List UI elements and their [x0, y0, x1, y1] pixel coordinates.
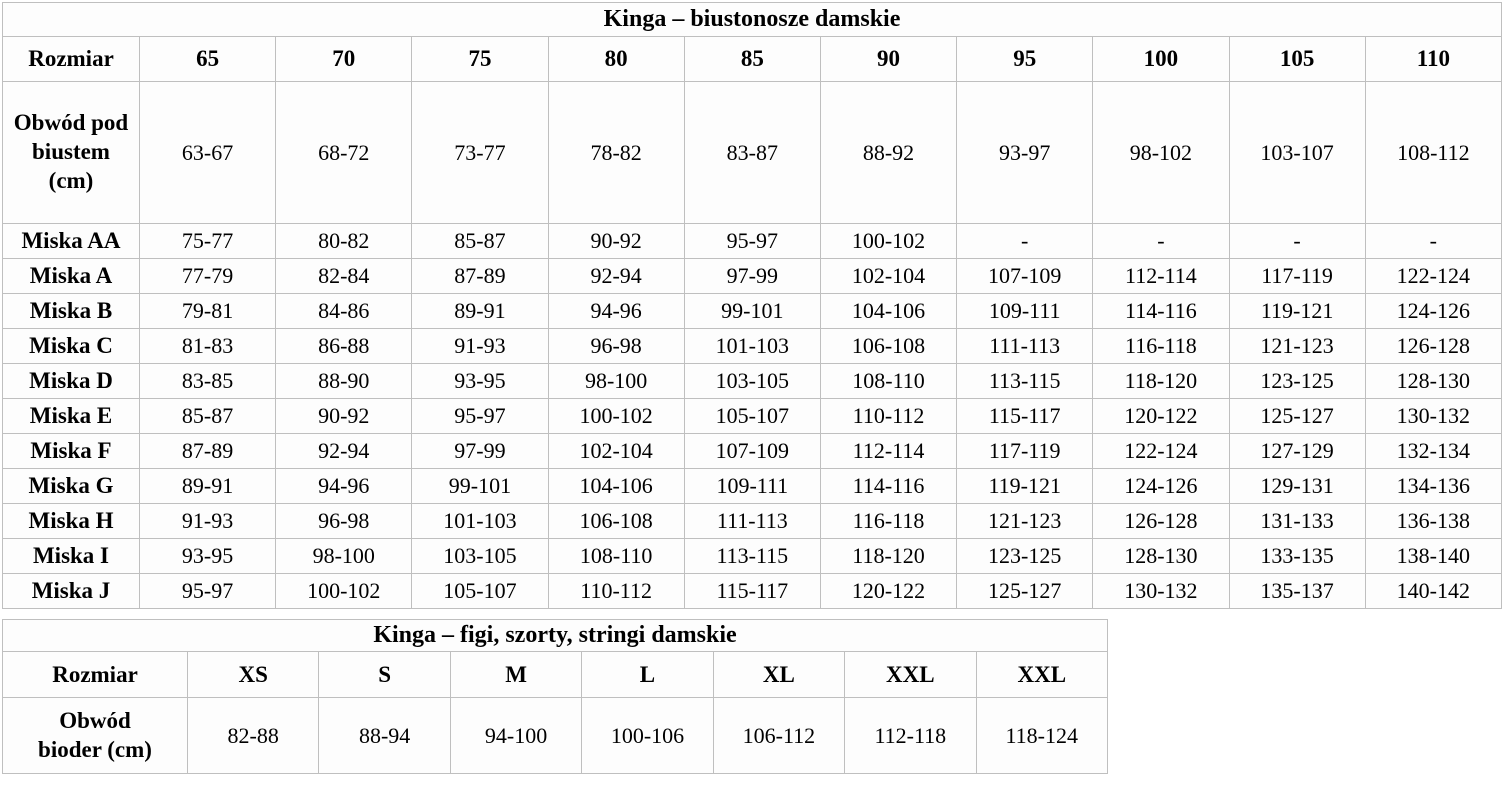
- size-cell: 119-121: [1229, 294, 1365, 329]
- size-cell: 108-110: [548, 539, 684, 574]
- size-cell: 136-138: [1365, 504, 1501, 539]
- size-cell: 97-99: [412, 434, 548, 469]
- row-label: Miska E: [3, 399, 140, 434]
- table-row: [3, 399, 1502, 434]
- size-cell: 102-104: [820, 259, 956, 294]
- size-cell: 115-117: [684, 574, 820, 609]
- size-cell: 121-123: [1229, 329, 1365, 364]
- size-cell: 107-109: [684, 434, 820, 469]
- size-cell: -: [1093, 224, 1229, 259]
- bras-table-body: [3, 82, 1502, 609]
- size-cell: 130-132: [1365, 399, 1501, 434]
- table-row: [3, 82, 1502, 224]
- size-cell: 123-125: [1229, 364, 1365, 399]
- row-label: Miska D: [3, 364, 140, 399]
- size-cell: 94-96: [276, 469, 412, 504]
- column-header: L: [582, 652, 713, 698]
- size-cell: 108-110: [820, 364, 956, 399]
- row-label: Miska C: [3, 329, 140, 364]
- size-cell: 114-116: [1093, 294, 1229, 329]
- size-cell: -: [1365, 224, 1501, 259]
- size-cell: 93-95: [140, 539, 276, 574]
- size-cell: 124-126: [1365, 294, 1501, 329]
- row-label: Miska I: [3, 539, 140, 574]
- column-header: XXL: [845, 652, 976, 698]
- size-cell: 94-96: [548, 294, 684, 329]
- size-cell: 87-89: [412, 259, 548, 294]
- table-row: [3, 504, 1502, 539]
- size-cell: 82-88: [188, 698, 319, 774]
- table-row: [3, 434, 1502, 469]
- size-cell: -: [957, 224, 1093, 259]
- size-cell: 116-118: [1093, 329, 1229, 364]
- size-cell: 100-102: [548, 399, 684, 434]
- size-cell: -: [1229, 224, 1365, 259]
- row-label: Miska J: [3, 574, 140, 609]
- size-cell: 100-106: [582, 698, 713, 774]
- size-cell: 125-127: [1229, 399, 1365, 434]
- panties-table-title: Kinga – figi, szorty, stringi damskie: [3, 620, 1108, 652]
- size-cell: 113-115: [957, 364, 1093, 399]
- column-header: XL: [713, 652, 844, 698]
- table-row: [3, 469, 1502, 504]
- size-cell: 98-100: [276, 539, 412, 574]
- size-cell: 135-137: [1229, 574, 1365, 609]
- column-header: 85: [684, 37, 820, 82]
- size-cell: 104-106: [820, 294, 956, 329]
- column-header: 80: [548, 37, 684, 82]
- size-cell: 91-93: [140, 504, 276, 539]
- size-cell: 128-130: [1365, 364, 1501, 399]
- size-cell: 109-111: [957, 294, 1093, 329]
- size-cell: 113-115: [684, 539, 820, 574]
- size-cell: 138-140: [1365, 539, 1501, 574]
- size-cell: 68-72: [276, 82, 412, 224]
- size-cell: 124-126: [1093, 469, 1229, 504]
- size-cell: 103-105: [412, 539, 548, 574]
- column-header: S: [319, 652, 450, 698]
- size-cell: 122-124: [1365, 259, 1501, 294]
- size-cell: 99-101: [684, 294, 820, 329]
- column-header: XS: [188, 652, 319, 698]
- size-cell: 107-109: [957, 259, 1093, 294]
- size-cell: 112-118: [845, 698, 976, 774]
- table-row: [3, 539, 1502, 574]
- size-cell: 93-95: [412, 364, 548, 399]
- size-cell: 95-97: [140, 574, 276, 609]
- size-cell: 95-97: [684, 224, 820, 259]
- size-cell: 121-123: [957, 504, 1093, 539]
- column-header: Rozmiar: [3, 652, 188, 698]
- table-row: [3, 329, 1502, 364]
- column-header: XXL: [976, 652, 1107, 698]
- size-cell: 115-117: [957, 399, 1093, 434]
- size-cell: 118-120: [1093, 364, 1229, 399]
- size-cell: 109-111: [684, 469, 820, 504]
- row-label: Miska F: [3, 434, 140, 469]
- size-cell: 87-89: [140, 434, 276, 469]
- size-cell: 105-107: [412, 574, 548, 609]
- column-header: M: [450, 652, 581, 698]
- size-cell: 130-132: [1093, 574, 1229, 609]
- size-cell: 97-99: [684, 259, 820, 294]
- size-cell: 100-102: [276, 574, 412, 609]
- table-row: [3, 364, 1502, 399]
- panties-size-table: [2, 619, 1108, 774]
- size-cell: 83-85: [140, 364, 276, 399]
- size-cell: 83-87: [684, 82, 820, 224]
- row-label: Miska H: [3, 504, 140, 539]
- panties-table-body: [3, 698, 1108, 774]
- size-cell: 114-116: [820, 469, 956, 504]
- size-cell: 116-118: [820, 504, 956, 539]
- column-header: 90: [820, 37, 956, 82]
- row-label: Obwód bioder (cm): [3, 698, 188, 774]
- size-cell: 131-133: [1229, 504, 1365, 539]
- table-row: [3, 224, 1502, 259]
- table-row: [3, 259, 1502, 294]
- size-cell: 85-87: [140, 399, 276, 434]
- size-cell: 85-87: [412, 224, 548, 259]
- size-cell: 86-88: [276, 329, 412, 364]
- size-cell: 103-107: [1229, 82, 1365, 224]
- column-header: 105: [1229, 37, 1365, 82]
- size-cell: 106-108: [548, 504, 684, 539]
- size-cell: 128-130: [1093, 539, 1229, 574]
- size-cell: 119-121: [957, 469, 1093, 504]
- size-cell: 98-100: [548, 364, 684, 399]
- size-cell: 95-97: [412, 399, 548, 434]
- size-cell: 117-119: [957, 434, 1093, 469]
- size-cell: 110-112: [548, 574, 684, 609]
- size-cell: 99-101: [412, 469, 548, 504]
- size-cell: 101-103: [684, 329, 820, 364]
- column-header: 65: [140, 37, 276, 82]
- size-cell: 100-102: [820, 224, 956, 259]
- size-cell: 88-94: [319, 698, 450, 774]
- size-cell: 108-112: [1365, 82, 1501, 224]
- size-cell: 111-113: [957, 329, 1093, 364]
- row-label: Miska A: [3, 259, 140, 294]
- size-cell: 89-91: [412, 294, 548, 329]
- size-cell: 73-77: [412, 82, 548, 224]
- size-cell: 94-100: [450, 698, 581, 774]
- size-cell: 96-98: [548, 329, 684, 364]
- column-header: 75: [412, 37, 548, 82]
- size-cell: 92-94: [276, 434, 412, 469]
- size-cell: 120-122: [820, 574, 956, 609]
- column-header: 110: [1365, 37, 1501, 82]
- size-cell: 78-82: [548, 82, 684, 224]
- column-header: Rozmiar: [3, 37, 140, 82]
- table-row: [3, 698, 1108, 774]
- size-cell: 90-92: [276, 399, 412, 434]
- size-cell: 75-77: [140, 224, 276, 259]
- size-cell: 118-120: [820, 539, 956, 574]
- size-cell: 126-128: [1365, 329, 1501, 364]
- size-cell: 140-142: [1365, 574, 1501, 609]
- size-cell: 118-124: [976, 698, 1107, 774]
- column-header: 70: [276, 37, 412, 82]
- table-row: [3, 294, 1502, 329]
- size-cell: 89-91: [140, 469, 276, 504]
- size-cell: 111-113: [684, 504, 820, 539]
- size-cell: 90-92: [548, 224, 684, 259]
- size-cell: 77-79: [140, 259, 276, 294]
- table-row: [3, 574, 1502, 609]
- size-cell: 96-98: [276, 504, 412, 539]
- size-cell: 98-102: [1093, 82, 1229, 224]
- size-cell: 79-81: [140, 294, 276, 329]
- size-cell: 84-86: [276, 294, 412, 329]
- bras-header-row: [3, 37, 1502, 82]
- size-cell: 102-104: [548, 434, 684, 469]
- size-cell: 112-114: [820, 434, 956, 469]
- bras-table-title: Kinga – biustonosze damskie: [3, 3, 1502, 37]
- size-cell: 117-119: [1229, 259, 1365, 294]
- panties-title-row: [3, 620, 1108, 652]
- column-header: 95: [957, 37, 1093, 82]
- size-cell: 81-83: [140, 329, 276, 364]
- bras-title-row: [3, 3, 1502, 37]
- size-cell: 105-107: [684, 399, 820, 434]
- size-cell: 106-108: [820, 329, 956, 364]
- size-cell: 88-90: [276, 364, 412, 399]
- size-cell: 80-82: [276, 224, 412, 259]
- size-cell: 126-128: [1093, 504, 1229, 539]
- row-label: Obwód pod biustem (cm): [3, 82, 140, 224]
- size-cell: 88-92: [820, 82, 956, 224]
- bras-size-table: [2, 2, 1502, 609]
- panties-header-row: [3, 652, 1108, 698]
- row-label: Miska AA: [3, 224, 140, 259]
- size-cell: 123-125: [957, 539, 1093, 574]
- size-cell: 91-93: [412, 329, 548, 364]
- size-cell: 133-135: [1229, 539, 1365, 574]
- size-cell: 120-122: [1093, 399, 1229, 434]
- row-label: Miska G: [3, 469, 140, 504]
- size-cell: 106-112: [713, 698, 844, 774]
- row-label: Miska B: [3, 294, 140, 329]
- size-cell: 110-112: [820, 399, 956, 434]
- size-cell: 92-94: [548, 259, 684, 294]
- size-cell: 63-67: [140, 82, 276, 224]
- size-cell: 93-97: [957, 82, 1093, 224]
- size-cell: 112-114: [1093, 259, 1229, 294]
- size-cell: 122-124: [1093, 434, 1229, 469]
- size-cell: 104-106: [548, 469, 684, 504]
- size-cell: 103-105: [684, 364, 820, 399]
- size-cell: 132-134: [1365, 434, 1501, 469]
- column-header: 100: [1093, 37, 1229, 82]
- size-cell: 125-127: [957, 574, 1093, 609]
- size-cell: 101-103: [412, 504, 548, 539]
- size-cell: 82-84: [276, 259, 412, 294]
- size-cell: 129-131: [1229, 469, 1365, 504]
- size-cell: 134-136: [1365, 469, 1501, 504]
- size-cell: 127-129: [1229, 434, 1365, 469]
